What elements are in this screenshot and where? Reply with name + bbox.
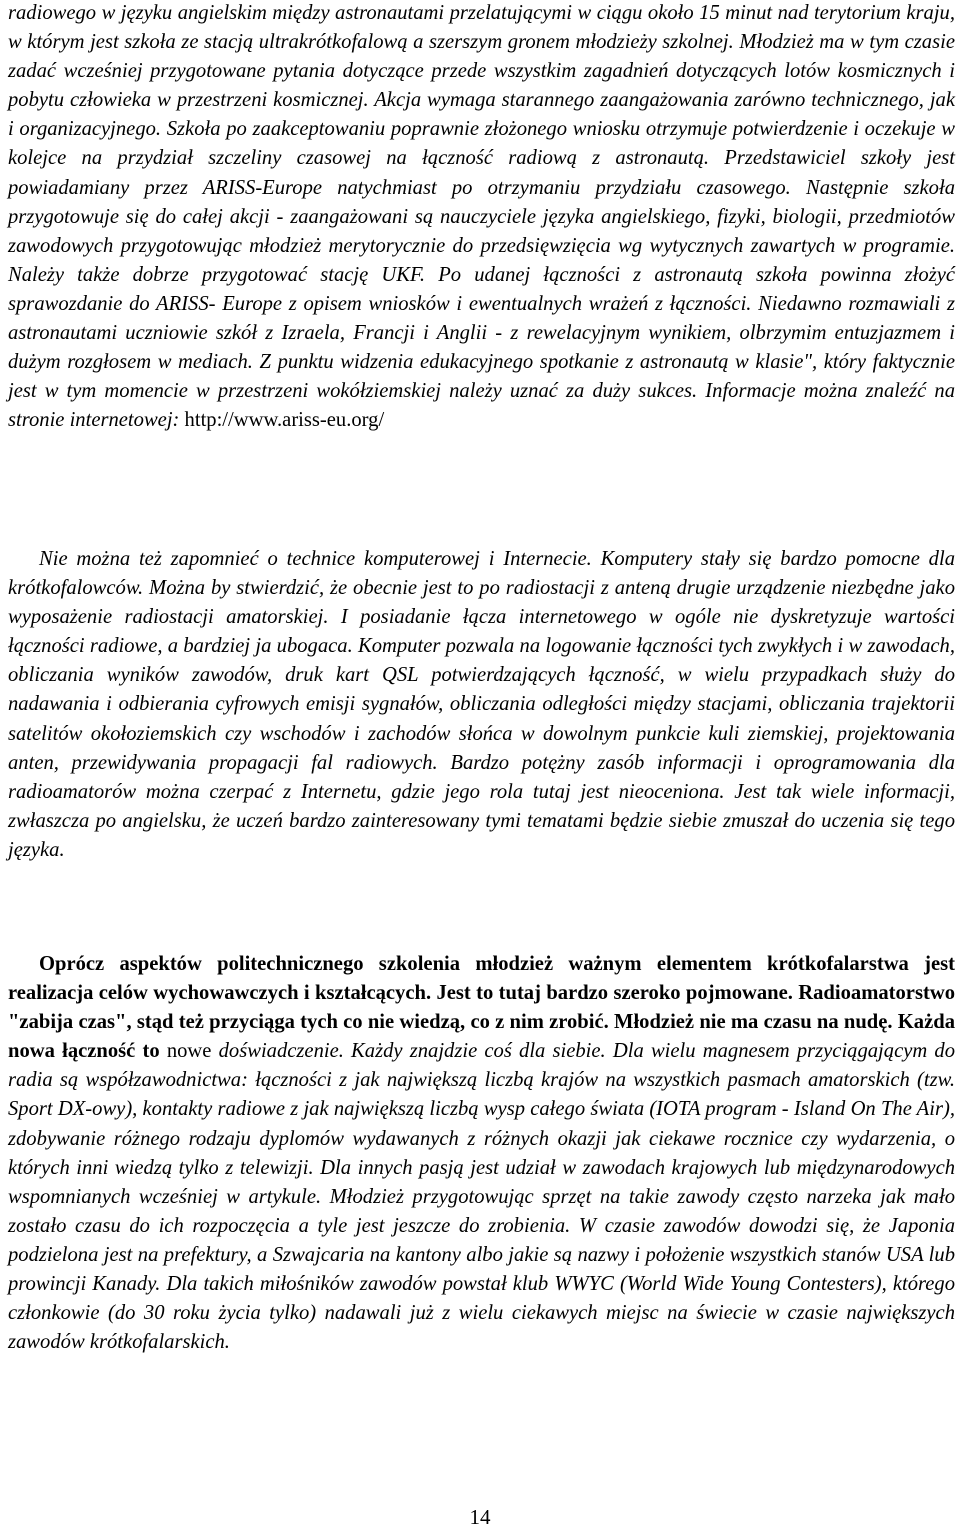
paragraph-education-upright-word: nowe (159, 1040, 212, 1063)
page-number: 14 (469, 1505, 491, 1529)
paragraph-ariss (8, 0, 955, 435)
ariss-url-link[interactable]: http://www.ariss-eu.org/ (184, 409, 385, 432)
paragraph-ariss-text: radiowego w języku angielskim między astronautami przelatującymi w ciągu około 15 minut nad terytorium kraju, w którym jest szkoła ze stacją ultrakrótkofalową a szerszym gronem młodzieży szkolnej. Młodzież ma w tym czasie zadać wcześniej przygotowane pytania dotyczące przede wszystkim zagadnień dotyczących lotów kosmicznych i pobytu człowieka w przestrzeni kosmicznej. Akcja wymaga starannego zaangażowania zarówno technicznego, jak i organizacyjnego. Szkoła po zaakceptowaniu poprawnie złożonego wniosku otrzymuje potwierdzenie i oczekuje w kolejce na przydział szczeliny czasowej na łączność radiową z astronautą. Przedstawiciel szkoły jest powiadamiany przez ARISS-Europe natychmiast po otrzymaniu przydziału czasowego. Następnie szkoła przygotowuje się do całej akcji - zaangażowani są nauczyciele języka angielskiego, fizyki, biologii, przedmiotów zawodowych przygotowując młodzież merytorycznie do przedsięwzięcia wg wytycznych zawartych w programie. Należy także dobrze przygotować stację UKF. Po udanej łączności z astronautą szkoła powinna złożyć sprawozdanie do ARISS- Europe z opisem wniosków i ewentualnych wrażeń z łączności. Niedawno rozmawiali z astronautami uczniowie szkół z Izraela, Francji i Anglii - z rewelacyjnym wynikiem, olbrzymim entuzjazmem i dużym rozgłosem w mediach. Z punktu widzenia edukacyjnego spotkanie z astronautą w klasie", który faktycznie jest w tym momencie w przestrzeni wokółziemskiej należy uznać za duży sukces. Informacje można znaleźć na stronie internetowej: (8, 2, 955, 432)
paragraph-education-bold-text: Oprócz aspektów politechnicznego szkolenia młodzież ważnym elementem krótkofalarstwa jest realizacja celów wychowawczych i kształcących. Jest to tutaj bardzo szeroko pojmowane. Radioamatorstwo "zabija czas", stąd też przyciąga tych co nie wiedzą, co z nim zrobić. Młodzież nie ma czasu na nudę. Każda nowa łączność to (8, 953, 955, 1063)
paragraph-education-text: doświadczenie. Każdy znajdzie coś dla siebie. Dla wielu magnesem przyciągającym do radia są współzawodnictwa: łączności z jak największą liczbą krajów na wszystkich pasmach amatorskich (tzw. Sport DX-owy), kontakty radiowe z jak największą liczbą wysp całego świata (IOTA program - Island On The Air), zdobywanie różnego rodzaju dyplomów wydawanych z różnych okazji jak ciekawe rocznice czy wydarzenia, o których inni wiedzą tylko z telewizji. Dla innych pasją jest udział w zawodach krajowych lub międzynarodowych wspomnianych wcześniej w artykule. Młodzież przygotowując sprzęt na takie zawody często narzeka jak mało zostało czasu do ich rozpoczęcia a tyle jest jeszcze do zrobienia. W czasie zawodów dowodzi się, że Japonia podzielona jest na prefektury, a Szwajcaria na kantony albo jakie są nazwy i położenie wszystkich stanów USA lub prowincji Kanady. Dla takich miłośników zawodów powstał klub WWYC (World Wide Young Contesters), którego członkowie (do 30 roku życia tylko) nadawali już z wielu ciekawych miejsc na świecie w czasie największych zawodów krótkofalarskich. (8, 1040, 955, 1354)
paragraph-computers: Nie można też zapomnieć o technice komputerowej i Internecie. Komputery stały się bardzo pomocne dla krótkofalowców. Można by stwierdzić, że obecnie jest to po radiostacji z anteną drugie urządzenie niezbędne jako wyposażenie radiostacji amatorskiej. I posiadanie łącza internetowego w ogóle nie dyskretyzuje wartości łączności radiowe, a bardziej ja ubogaca. Komputer pozwala na logowanie łączności tych zwykłych i w zawodach, obliczania wyników zawodów, druk kart QSL potwierdzających łączność, w wielu przypadkach służy do nadawania i odbierania cyfrowych emisji sygnałów, obliczania odległości między stacjami, obliczania trajektorii satelitów okołoziemskich czy wschodów i zachodów słońca w dowolnym punkcie kuli ziemskiej, projektowania anten, przewidywania propagacji fal radiowych. Bardzo potężny zasób informacji i oprogramowania dla radioamatorów można czerpać z Internetu, gdzie jego rola tutaj jest nieoceniona. Jest tak wiele informacji, zwłaszcza po angielsku, że uczeń bardzo zainteresowany tymi tematami będzie siebie zmuszał do uczenia się tego języka. (8, 548, 955, 861)
paragraph-education (8, 950, 955, 1357)
